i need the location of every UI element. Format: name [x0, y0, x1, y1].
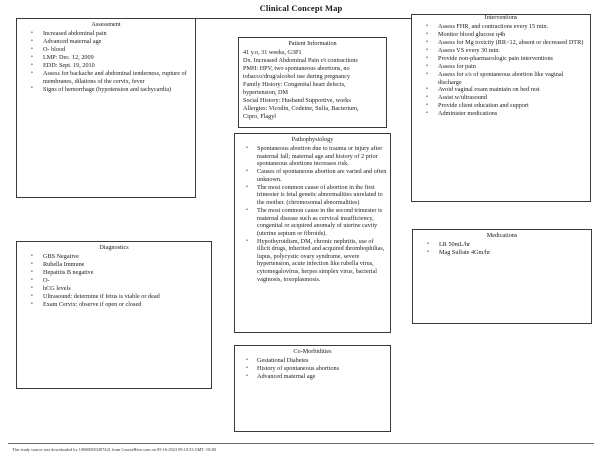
list-item: • EDD: Sept. 19, 2010: [17, 62, 192, 70]
info-line: Social History: Husband Supportive, works: [243, 97, 351, 104]
patient-information-box: [238, 37, 387, 128]
diagnostics-box: [16, 241, 212, 389]
list-item: • Increased abdominal pain: [17, 30, 192, 38]
list-item: • Monitor blood glucose q4h: [412, 31, 587, 39]
list-item: • LR 50mL/hr: [413, 241, 588, 249]
connector-assessment-interventions: [186, 18, 420, 19]
list-item: • The most common cause of abortion in the first trimester is fetal genetic abnormalities unrelated to the mother. (chromosomal abnormalities): [235, 184, 387, 207]
comorbidities-title: Co-Morbidities: [293, 348, 332, 355]
list-item: • Assess for pain: [412, 63, 587, 71]
info-line: Allergies: Vicodin, Codeine, Sulfa, Bacterium,: [243, 105, 359, 112]
list-item: • Administer medications: [412, 110, 587, 118]
interventions-title: Interventions: [484, 14, 518, 21]
list-item: • GBS Negative: [17, 253, 208, 261]
info-line: Cipro, Flagyl: [243, 113, 277, 120]
list-item: • hCG levels: [17, 285, 208, 293]
list-item: • Avoid vaginal exam maintain on bed rest: [412, 86, 587, 94]
list-item: • Ultrasound: determine if fetus is viable or dead: [17, 293, 208, 301]
list-item: • Assess FHR, and contractions every 15 min.: [412, 23, 587, 31]
list-item: • Gestational Diabetes: [235, 357, 387, 365]
comorbidities-list: [235, 357, 390, 381]
list-item: • Provide client education and support: [412, 102, 587, 110]
list-item: • Assess for s/s of spontaneous abortion like vaginal discharge: [412, 71, 587, 86]
list-item: • Exam Cervix: observe if open or closed: [17, 301, 208, 309]
info-line: 41 y.o, 31 weeks, G3P1: [243, 49, 302, 56]
info-line: Dx. Increased Abdominal Pain r/t contractions: [243, 57, 358, 64]
assessment-title: Assessment: [91, 21, 121, 28]
footer-divider: [8, 443, 594, 444]
pathophysiology-list: [235, 145, 390, 283]
medications-box: [412, 229, 592, 324]
list-item: • Assess for Mg toxicity (RR<12, absent or decreased DTR): [412, 39, 587, 47]
medications-title: Medications: [486, 232, 518, 239]
interventions-box: [411, 14, 591, 202]
list-item: • Assist w/ultrasound: [412, 94, 587, 102]
assessment-box: [16, 18, 196, 198]
diagnostics-title: Diagnostics: [99, 244, 129, 251]
info-line: Family History: Congenital heart defects,: [243, 81, 346, 88]
list-item: • Signs of hemorrhage (hypotension and tachycardia): [17, 86, 192, 94]
list-item: • Assess VS every 30 min.: [412, 47, 587, 55]
list-item: • History of spontaneous abortions: [235, 365, 387, 373]
list-item: • Advanced maternal age: [235, 373, 387, 381]
list-item: • Assess for backache and abdominal tenderness, rupture of membranes, dilations of the cervix, fever: [17, 70, 192, 85]
list-item: • Hypothyroidism, DM, chronic nephritis, use of illicit drugs, inherited and acquired thrombophilias, lupus, polycystic ovary syndrome, severe hypertension, acute infection like rubella virus, cytomegalovirus, herpes simplex virus, bacterial vaginosis, toxoplasmosis.: [235, 238, 387, 284]
info-line: tobacco/drug/alcohol use during pregnancy: [243, 73, 351, 80]
patient-information-lines: [239, 49, 386, 121]
list-item: • The most common cause in the second trimester is maternal disease such as cervical insufficiency, congenital or acquired anomaly of uterine cavity (uterine septum or fibroids).: [235, 207, 387, 237]
list-item: • Provide non-pharmacologic pain interventions: [412, 55, 587, 63]
pathophysiology-box: [234, 133, 391, 333]
pathophysiology-title: Pathophysiology: [291, 136, 334, 143]
list-item: • O-: [17, 277, 208, 285]
page-title: Clinical Concept Map: [259, 3, 343, 13]
footer-attribution: This study source was downloaded by 100000853497421 from CourseHero.com on 05-16-2023 09:10:53 GMT -05:00: [12, 447, 217, 452]
diagnostics-list: [17, 253, 211, 309]
medications-list: [413, 241, 591, 257]
interventions-list: [412, 23, 590, 118]
info-line: hypertension, DM: [243, 89, 289, 96]
list-item: • Spontaneous abortion due to trauma or injury after maternal fall; maternal age and history of 2 prior spontaneous abortions increases risk.: [235, 145, 387, 168]
info-line: PMH: HPV, two spontaneous abortions, no: [243, 65, 350, 72]
list-item: • Rubella Immune: [17, 261, 208, 269]
comorbidities-box: [234, 345, 391, 432]
list-item: • Hepatitis B negative: [17, 269, 208, 277]
patient-information-title: Patient Information: [288, 40, 337, 47]
list-item: • O- blood: [17, 46, 192, 54]
list-item: • Mag Sulfate 4Gm/hr: [413, 249, 588, 257]
list-item: • Advanced maternal age: [17, 38, 192, 46]
list-item: • Causes of spontaneous abortion are varied and often unknown.: [235, 168, 387, 183]
assessment-list: [17, 30, 195, 93]
list-item: • LMP: Dec. 12, 2009: [17, 54, 192, 62]
